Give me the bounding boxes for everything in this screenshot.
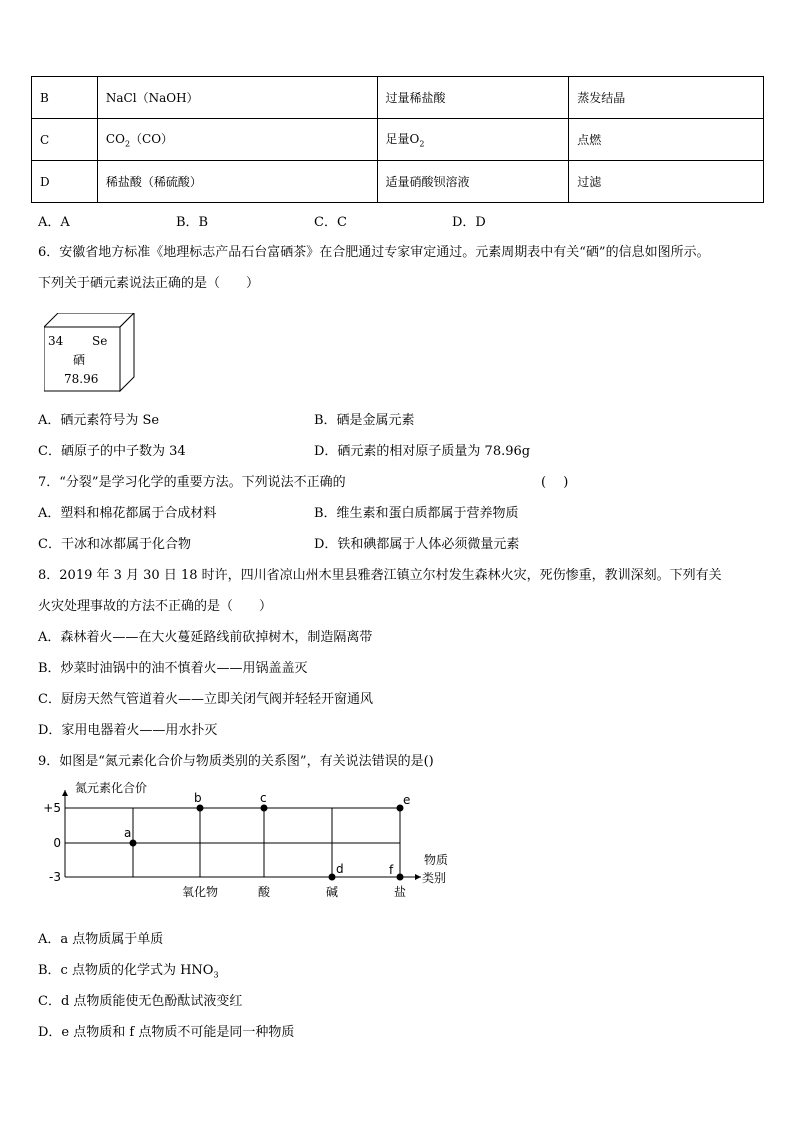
q9-option-c: C．d 点物质能使无色酚酞试液变红 — [38, 994, 243, 1009]
q9-option-a: A．a 点物质属于单质 — [38, 932, 164, 947]
x-axis-label: 类别 — [422, 871, 447, 885]
q8-option-d: D．家用电器着火——用水扑灭 — [38, 723, 218, 738]
y-tick-label: -3 — [49, 870, 61, 884]
atomic-number: 34 — [48, 334, 64, 348]
operation-cell: 蒸发结晶 — [569, 77, 764, 119]
row-label: B — [32, 77, 98, 119]
row-label: D — [32, 161, 98, 203]
category-label: 碱 — [325, 885, 339, 899]
substance-cell: NaCl（NaOH） — [97, 77, 377, 119]
reagent-cell: 适量硝酸钡溶液 — [377, 161, 569, 203]
data-point — [261, 805, 268, 812]
q8-stem-line1: 8．2019 年 3 月 30 日 18 时许，四川省凉山州木里县雅砻江镇立尔村发生森林火灾，死伤惨重，教训深刻。下列有关 — [38, 568, 722, 583]
q7-option-b: B．维生素和蛋白质都属于营养物质 — [314, 506, 519, 521]
q6-option-b: B．硒是金属元素 — [314, 413, 415, 428]
q6-stem-line2: 下列关于硒元素说法正确的是（ ） — [38, 276, 260, 291]
y-tick-label: +5 — [43, 801, 61, 815]
category-label: 氧化物 — [181, 885, 219, 899]
substance-cell — [97, 119, 377, 161]
category-label: 酸 — [257, 885, 271, 899]
element-symbol: Se — [92, 334, 108, 348]
operation-cell: 过滤 — [569, 161, 764, 203]
x-axis-arrow — [415, 874, 421, 880]
substance-main: CO — [105, 132, 125, 147]
q5-option-c: C．C — [314, 215, 347, 230]
q9-option-b — [38, 959, 219, 980]
data-point-label: d — [336, 862, 344, 876]
row-label: C — [32, 119, 98, 161]
substance-rest: （CO） — [130, 132, 174, 147]
q9-stem: 9．如图是“氮元素化合价与物质类别的关系图”，有关说法错误的是() — [38, 754, 434, 769]
data-point — [329, 874, 336, 881]
table-row — [32, 77, 764, 119]
y-axis-arrow — [62, 790, 68, 796]
y-tick-label: 0 — [53, 836, 61, 850]
category-label: 盐 — [393, 885, 407, 899]
q5-option-a: A．A — [38, 215, 70, 230]
q8-option-a: A．森林着火——在大火蔓延路线前砍掉树木，制造隔离带 — [38, 630, 373, 645]
element-card — [44, 313, 138, 395]
q5-option-b: B．B — [176, 215, 209, 230]
q6-option-a: A．硒元素符号为 Se — [38, 413, 160, 428]
data-point — [197, 805, 204, 812]
q8-stem-line2: 火灾处理事故的方法不正确的是（ ） — [38, 599, 273, 614]
q5-option-d: D．D — [452, 215, 486, 230]
q8-option-b: B．炒菜时油锅中的油不慎着火——用锅盖盖灭 — [38, 661, 308, 676]
q7-stem: 7．“分裂”是学习化学的重要方法。下列说法不正确的 — [38, 475, 346, 490]
operation-cell: 点燃 — [569, 119, 764, 161]
q6-option-d: D．硒元素的相对原子质量为 78.96g — [314, 444, 531, 459]
q6-option-c: C．硒原子的中子数为 34 — [38, 444, 186, 459]
x-axis-label: 物质 — [424, 853, 449, 867]
substance-cell: 稀盐酸（稀硫酸） — [97, 161, 377, 203]
data-point — [397, 874, 404, 881]
q8-option-c: C．厨房天然气管道着火——立即关闭气阀并轻轻开窗通风 — [38, 692, 373, 707]
q7-option-d: D．铁和碘都属于人体必须微量元素 — [314, 537, 520, 552]
q6-stem-line1: 6．安徽省地方标准《地理标志产品石台富硒茶》在合肥通过专家审定通过。元素周期表中有关“硒”的信息如图所示。 — [38, 245, 710, 260]
reagent-cell: 过量稀盐酸 — [377, 77, 569, 119]
subscript: 2 — [124, 139, 131, 149]
y-axis-label: 氮元素化合价 — [75, 781, 148, 795]
reagent-main: 足量O — [385, 132, 420, 147]
data-point-label: b — [194, 791, 202, 805]
data-point-label: c — [260, 791, 267, 805]
data-point-label: e — [403, 793, 411, 807]
data-point-label: a — [124, 826, 132, 840]
q9-option-d: D．e 点物质和 f 点物质不可能是同一种物质 — [38, 1025, 295, 1040]
subscript: 2 — [419, 139, 425, 149]
options-table — [31, 76, 764, 203]
atomic-mass: 78.96 — [64, 372, 99, 386]
table-row — [32, 161, 764, 203]
q7-paren: ( ) — [541, 475, 569, 490]
data-point-label: f — [389, 863, 394, 877]
q7-option-a: A．塑料和棉花都属于合成材料 — [38, 506, 217, 521]
reagent-cell — [377, 119, 569, 161]
q7-option-c: C．干冰和冰都属于化合物 — [38, 537, 191, 552]
subscript: 3 — [213, 970, 219, 980]
data-point — [130, 840, 137, 847]
q9-option-b-text: B．c 点物质的化学式为 HNO — [38, 963, 214, 978]
element-name: 硒 — [73, 353, 86, 367]
table-row — [32, 119, 764, 161]
nitrogen-valence-chart — [38, 778, 468, 904]
